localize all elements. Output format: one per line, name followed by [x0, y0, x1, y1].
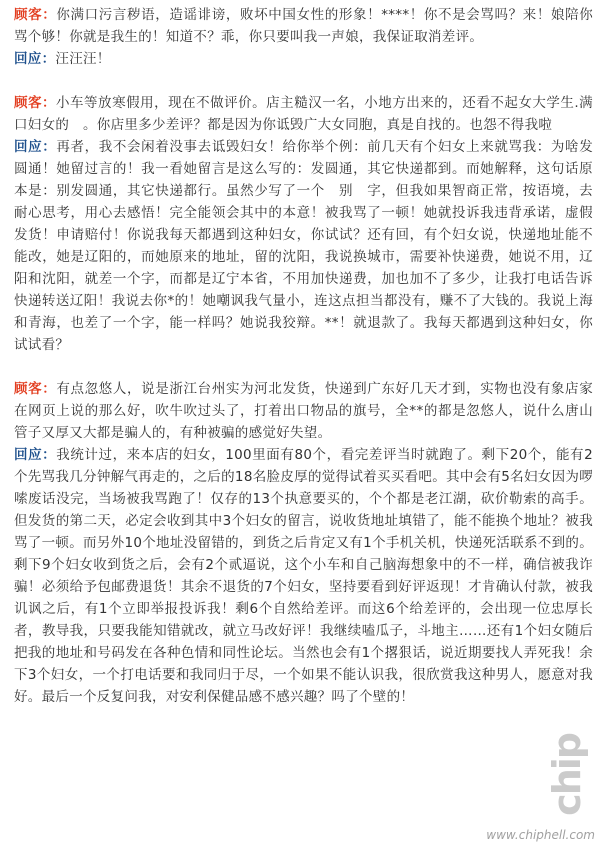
reply-text: 我统计过，来本店的妇女，100里面有80个，看完差评当时就跑了。剩下20个，能有2个先骂我几分钟解气再走的，之后的18名脸皮厚的觉得试着买买看吧。其中会有5名妇女因为啰嗦废话没完，当场被我骂跑了！仅存的13个执意要买的，个个都是老江湖，砍价勒索的高手。但发货的第二天，必定会收到其中3个妇女的留言，说收货地址填错了，能不能换个地址？被我骂了一顿。而另外10个地址没留错的，到货之后肯定又有1个手机关机，快递死活联系不到的。剩下9个妇女收到货之后，会有2个贰逼说，这个小车和自己脑海想象中的不一样，确信被我诈骗！必须给予包邮费退货！其余不退货的7个妇女，坚持要看到好评返现！才肯确认付款，被我讥讽之后，有1个立即举报投诉我！剩6个自然给差评。而这6个给差评的，会出现一位忠厚长者，教导我，只要我能知错就改，就立马改好评！我继续嗑瓜子，斗地主……还有1个妇女随后把我的地址和号码发在各种色情和同性论坛。当然也会有1个撂狠话，说近期要找人弄死我！余下3个妇女，一个打电话要和我同归于尽，一个如果不能认识我，很欣赏我这种男人，愿意对我好。最后一个反复问我，对安利保健品感不感兴趣？吗了个壁的！: [14, 447, 594, 705]
shop-reply: [14, 444, 593, 708]
spacer: [14, 356, 593, 378]
customer-label: 顾客：: [14, 7, 57, 23]
customer-text: 你满口污言秽语，造谣诽谤，败坏中国女性的形象！****！你不是会骂吗？来！娘陪你骂个够！你就是我生的！知道不？乖，你只要叫我一声娘，我保证取消差评。: [14, 7, 593, 45]
customer-text: 有点忽悠人，说是浙江台州实为河北发货，快递到广东好几天才到，实物也没有象店家在网页上说的那么好，吹牛吹过头了，打着出口物品的旗号，全**的都是忽悠人，说什么唐山管子又厚又大都是骗人的，有种被骗的感觉好失望。: [14, 381, 593, 441]
spacer: [14, 70, 593, 92]
conversation-1: [14, 4, 593, 70]
customer-text: 小车等放寒假用，现在不做评价。店主糙汉一名，小地方出来的，还看不起女大学生.满口妇女的 。你店里多少差评？都是因为你诋毁广大女同胞，真是自找的。也怨不得我啦: [14, 95, 593, 133]
customer-review: [14, 378, 593, 444]
reply-label: 回应：: [14, 139, 57, 155]
watermark-url: www.chiphell.com: [486, 828, 595, 842]
customer-label: 顾客：: [14, 95, 57, 111]
conversation-3: [14, 378, 593, 708]
shop-reply: [14, 136, 593, 356]
reply-label: 回应：: [14, 447, 57, 463]
reply-text: 再者，我不会闲着没事去诋毁妇女！给你举个例：前几天有个妇女上来就骂我：为啥发圆通！她留过言的！我一看她留言是这么写的：发圆通，其它快递都到。而她解释，这句话原本是：别发圆通，其它快递都行。虽然少写了一个 别 字，但我如果智商正常，按语境，去耐心思考，用心去感悟！完全能领会其中的本意！被我骂了一顿！她就投诉我违背承诺，虚假发货！申请赔付！你说我每天都遇到这种妇女，你试试？还有回，有个妇女说，快递地址能不能改，她是辽阳的，而她原来的地址，留的沈阳，我说换城市，需要补快递费，她说不用，辽阳和沈阳，就差一个字，而都是辽宁本省，不用加快递费，加也加不了多少，让我打电话告诉快递转送辽阳！我说去你*的！她嘲讽我气量小，连这点担当都没有，赚不了大钱的。我说上海和青海，也差了一个字，能一样吗？她说我狡辩。**！就退款了。我每天都遇到这种妇女，你试试看？: [14, 139, 593, 353]
shop-reply: [14, 48, 593, 70]
watermark-logo: chip: [545, 734, 589, 816]
reply-label: 回应：: [14, 51, 56, 67]
conversation-2: [14, 92, 593, 356]
customer-review: [14, 92, 593, 136]
reply-text: 汪汪汪！: [55, 51, 111, 67]
customer-label: 顾客：: [14, 381, 57, 397]
customer-review: [14, 4, 593, 48]
